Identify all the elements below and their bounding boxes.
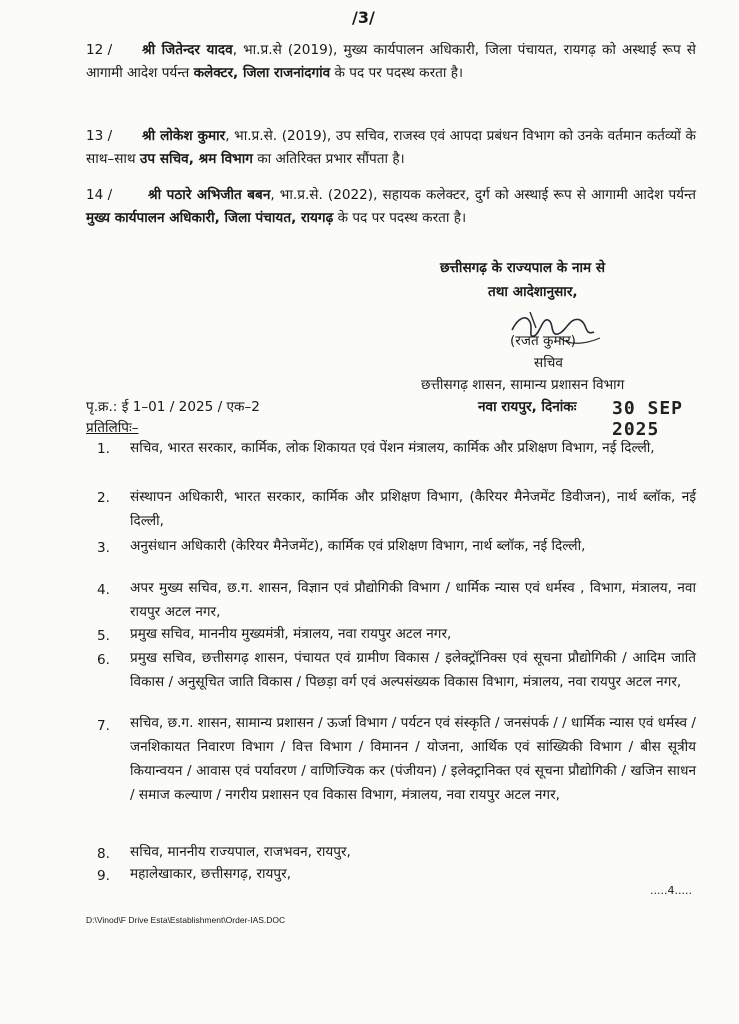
paragraph-text: के पद पर पदस्थ करता है।: [333, 210, 467, 226]
reference-number: पृ.क्र.: ई 1–01 / 2025 / एक–2: [86, 399, 260, 415]
continued-marker: .....4.....: [650, 884, 692, 897]
posting: मुख्य कार्यपालन अधिकारी, जिला पंचायत, रायगढ़: [86, 210, 334, 226]
list-number: 7.: [97, 718, 110, 734]
order-paragraph: [86, 184, 696, 230]
officer-name: श्री पठारे अभिजीत बबन: [148, 187, 271, 203]
list-item: संस्थापन अधिकारी, भारत सरकार, कार्मिक और प्रशिक्षण विभाग, (कैरियर मैनेजमेंट डिवीजन), नार्थ ब्लॉक, नई दिल्ली,: [130, 489, 696, 529]
list-item: अनुसंधान अधिकारी (केरियर मैनेजमेंट), कार्मिक एवं प्रशिक्षण विभाग, नार्थ ब्लॉक, नई दिल्ली,: [130, 538, 586, 554]
list-number: 2.: [97, 490, 110, 506]
list-number: 8.: [97, 846, 110, 862]
list-item: अपर मुख्य सचिव, छ.ग. शासन, विज्ञान एवं प्रौद्योगिकी विभाग / धार्मिक न्यास एवं धर्मस्व , विभाग, मंत्रालय, नवा रायपुर अटल नगर,: [130, 580, 696, 620]
posting: उप सचिव, श्रम विभाग: [139, 151, 253, 167]
paragraph-text: के पद पर पदस्थ करता है।: [330, 65, 464, 81]
list-item: सचिव, छ.ग. शासन, सामान्य प्रशासन / ऊर्जा विभाग / पर्यटन एवं संस्कृति / जनसंपर्क / / धार्मिक न्यास एवं धर्मस्व / जनशिकायत निवारण विभाग / वित्त विभाग / विमानन / योजना, आर्थिक एवं सांख्यिकी विभाग / बीस सूत्रीय कियान्वयन / आवास एवं पर्यावरण / वाणिज्यिक कर (पंजीयन) / इलेक्ट्रानिक्त एवं सूचना प्रौद्योगिकी / खजिन साधन / समाज कल्याण / नगरीय प्रशासन एव विकास विभाग, मंत्रालय, नवा रायपुर अटल नगर,: [130, 715, 696, 803]
paragraph-number: 12 /: [86, 42, 113, 58]
list-number: 5.: [97, 628, 110, 644]
officer-name: श्री जितेन्दर यादव: [142, 42, 233, 58]
list-number: 4.: [97, 582, 110, 598]
authority-line: तथा आदेशानुसार,: [488, 284, 578, 300]
paragraph-text: , भा.प्र.से. (2019), उप सचिव, राजस्व एवं आपदा प्रबंधन विभाग को उनके वर्तमान कर्तव्यों के साथ–साथ: [86, 128, 696, 167]
signatory-name: (रजत कुमार): [510, 333, 576, 349]
list-item: प्रमुख सचिव, छत्तीसगढ़ शासन, पंचायत एवं ग्रामीण विकास / इलेक्ट्रॉनिक्स एवं सूचना प्रौद्योगिकी / आदिम जाति विकास / अनुसूचित जाति विकास / पिछड़ा वर्ग एवं अल्पसंख्यक विकास विभाग, मंत्रालय, नवा रायपुर अटल नगर,: [130, 650, 696, 690]
list-item: प्रमुख सचिव, माननीय मुख्यमंत्री, मंत्रालय, नवा रायपुर अटल नगर,: [130, 626, 452, 642]
list-item: महालेखाकार, छत्तीसगढ़, रायपुर,: [130, 866, 292, 882]
paragraph-number: 14 /: [86, 187, 113, 203]
order-paragraph: [86, 39, 696, 85]
list-number: 9.: [97, 868, 110, 884]
page-number: /3/: [352, 8, 375, 27]
authority-line: छत्तीसगढ़ के राज्यपाल के नाम से: [440, 260, 606, 276]
paragraph-number: 13 /: [86, 128, 113, 144]
file-path: D:\Vinod\F Drive Esta\Establishment\Order-IAS.DOC: [86, 915, 286, 925]
list-item: सचिव, माननीय राज्यपाल, राजभवन, रायपुर,: [130, 844, 351, 860]
list-item: सचिव, भारत सरकार, कार्मिक, लोक शिकायत एवं पेंशन मंत्रालय, कार्मिक और प्रशिक्षण विभाग, नई दिल्ली,: [130, 440, 655, 456]
date-stamp: 30 SEP 2025: [612, 398, 684, 440]
list-number: 6.: [97, 652, 110, 668]
paragraph-text: , भा.प्र.से. (2022), सहायक कलेक्टर, दुर्ग को अस्थाई रूप से आगामी आदेश पर्यन्त: [270, 187, 696, 203]
signatory-department: छत्तीसगढ़ शासन, सामान्य प्रशासन विभाग: [421, 377, 625, 393]
signatory-title: सचिव: [534, 355, 563, 371]
paragraph-text: , भा.प्र.से (2019), मुख्य कार्यपालन अधिकारी, जिला पंचायत, रायगढ़ को अस्थाई रूप से आगामी आदेश पर्यन्त: [86, 42, 696, 81]
paragraph-text: का अतिरिक्त प्रभार सौंपता है।: [252, 151, 405, 167]
officer-name: श्री लोकेश कुमार: [142, 128, 226, 144]
copy-to-heading: प्रतिलिपिः–: [86, 420, 139, 436]
order-paragraph: [86, 125, 696, 171]
place-date-label: नवा रायपुर, दिनांकः: [478, 399, 577, 415]
list-number: 3.: [97, 540, 110, 556]
posting: कलेक्टर, जिला राजनांदगांव: [193, 65, 331, 81]
list-number: 1.: [97, 441, 110, 457]
